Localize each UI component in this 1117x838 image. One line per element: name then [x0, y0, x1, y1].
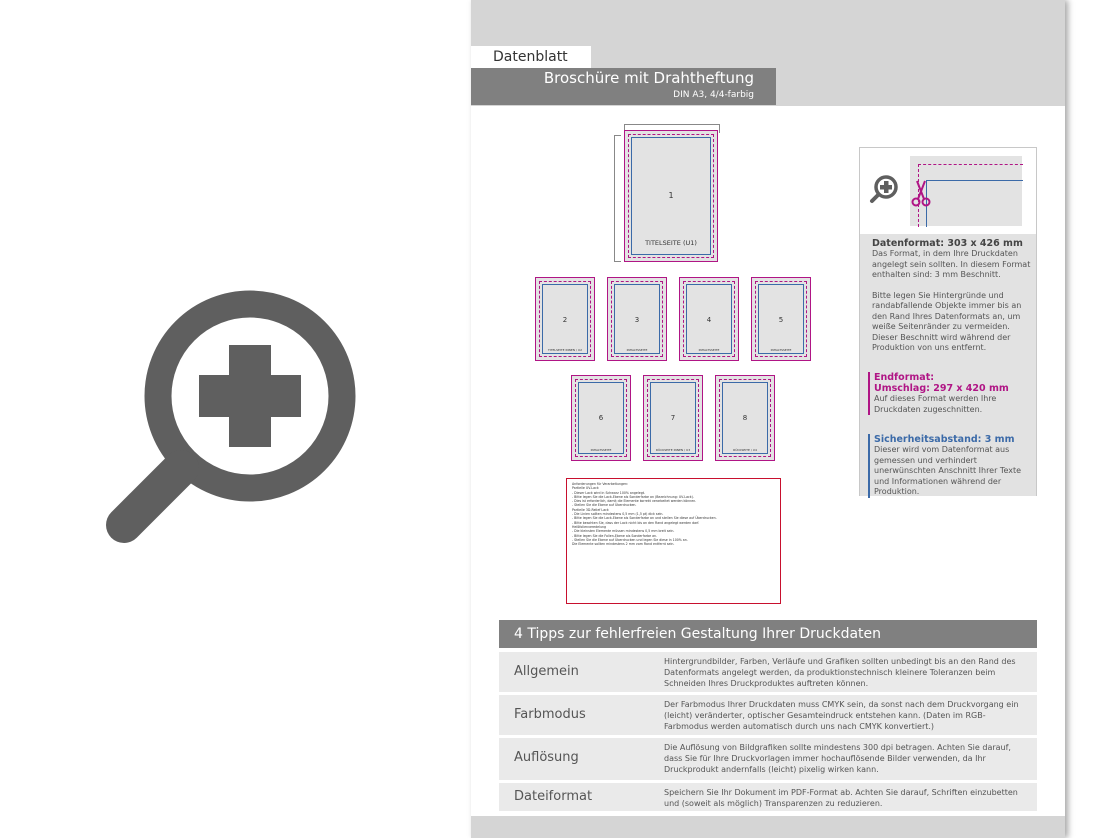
safety-block: Sicherheitsabstand: 3 mm Dieser wird vom Datenformat aus gemessen und verhindert unerwünschten Anschnitt Ihrer Texte und Informationen während der Produktion. [868, 434, 1038, 498]
zoom-small-icon[interactable] [868, 174, 900, 206]
tip-row: Dateiformat Speichern Sie Ihr Dokument im PDF-Format ab. Achten Sie darauf, Schriften einzubetten und (soweit als möglich) Transparenzen zu reduzieren. [499, 783, 1037, 811]
tip-row: Auflösung Die Auflösung von Bildgrafiken sollte mindestens 300 dpi betragen. Achten Sie darauf, dass Sie für Ihre Druckvorlagen immer hochauflösende Bilder verwenden, da Ihr Druckprodukt andernfalls (leicht) pixelig wirken kann. [499, 738, 1037, 780]
cover-page [624, 130, 718, 262]
page-number: 1 [668, 191, 674, 200]
page-thumb: 5 INHALTSSEITE [751, 277, 811, 361]
tip-row: Allgemein Hintergrundbilder, Farben, Verläufe und Grafiken sollten unbedingt bis an den Rand des Datenformats angelegt werden, da produktionstechnisch kleinere Toleranzen beim Schneiden Ihres Druckproduktes auftreten können. [499, 652, 1037, 692]
bleed-preview [860, 148, 1036, 235]
format-descriptions [860, 234, 1036, 496]
footer-band [471, 816, 1065, 838]
tips-heading: 4 Tipps zur fehlerfreien Gestaltung Ihrer Druckdaten [499, 620, 1037, 648]
page-thumb: 7 RÜCKSEITE INNEN / U3 [643, 375, 703, 461]
page-thumb: 4 INHALTSSEITE [679, 277, 739, 361]
page-thumb: 2 TITELSEITE INNEN / U2 [535, 277, 595, 361]
product-subtitle: DIN A3, 4/4-farbig [673, 90, 754, 100]
bleed-text: Bitte legen Sie Hintergründe und randabfallende Objekte immer bis an den Rand Ihres Datenformats an, um weiße Seitenränder zu vermeiden. Dieser Beschnitt wird während der Produktion von uns entfernt. [872, 290, 1022, 352]
datasheet-label: Datenblatt [471, 46, 591, 68]
data-format-heading: Datenformat: 303 x 426 mm [872, 238, 1023, 249]
page-thumb: 3 INHALTSSEITE [607, 277, 667, 361]
page-thumb: 8 RÜCKSEITE / U4 [715, 375, 775, 461]
tips-section [499, 620, 1037, 808]
page-thumb: 6 INHALTSSEITE [571, 375, 631, 461]
processing-notes: Anforderungen für Verarbeitungen: Partielle UV-Lack - Dieser Lack wird in Schwarz 100% angelegt. - Bitte legen Sie die Lack-Ebene als Sonderfarbe an (Bezeichnung: UV-Lack). - Dies ist erforderlich, damit die Elemente korrekt verarbeitet werden können. - Stellen Sie die Ebene auf Überdrucken. Partielle 3D-Relief Lack - Die Linien sollten mindestens 0,5 mm (1,5 pt) dick sein. - Bitte legen Sie die Lack-Ebene als Sonderfarbe an und stellen Sie diese auf Überdrucken. - Bitte beachten Sie, dass der Lack nicht bis an den Rand angelegt werden darf. Heißfolienveredelung - Die kleinsten Elemente müssen mindestens 0,5 mm breit sein. - Bitte legen Sie die Folien-Ebene als Sonderfarbe an. - Stellen Sie die Ebene auf Überdrucken und legen Sie diese in 100% an. Die Elemente sollten mindestens 2 mm vom Rand entfernt sein. [566, 478, 781, 604]
datasheet-page [471, 0, 1065, 838]
end-format-text: Auf dieses Format werden Ihre Druckdaten zugeschnitten. [874, 394, 997, 414]
data-format-text: Das Format, in dem Ihre Druckdaten angelegt sein sollten. In diesem Format enthalten sind: 3 mm Beschnitt. [872, 249, 1031, 279]
cover-caption: TITELSEITE (U1) [645, 239, 697, 247]
scissors-icon [911, 178, 931, 208]
dimension-ruler-left [614, 135, 621, 262]
zoom-in-icon[interactable] [104, 290, 356, 546]
end-format-block: Endformat: Umschlag: 297 x 420 mm Auf dieses Format werden Ihre Druckdaten zugeschnitten. [868, 372, 1038, 415]
tip-row: Farbmodus Der Farbmodus Ihrer Druckdaten muss CMYK sein, da sonst nach dem Druckvorgang ein (leicht) veränderter, optischer Gesamteindruck entstehen kann. (Daten im RGB-Farbmodus werden automatisch durch uns nach CMYK konvertiert.) [499, 695, 1037, 735]
safety-text: Dieser wird vom Datenformat aus gemessen und verhindert unerwünschten Anschnitt Ihrer Texte und Informationen während der Produktion. [874, 445, 1022, 496]
safety-line [926, 180, 1023, 227]
title-bar [471, 68, 776, 105]
format-info-panel [859, 147, 1037, 496]
product-title: Broschüre mit Drahtheftung [543, 69, 754, 87]
